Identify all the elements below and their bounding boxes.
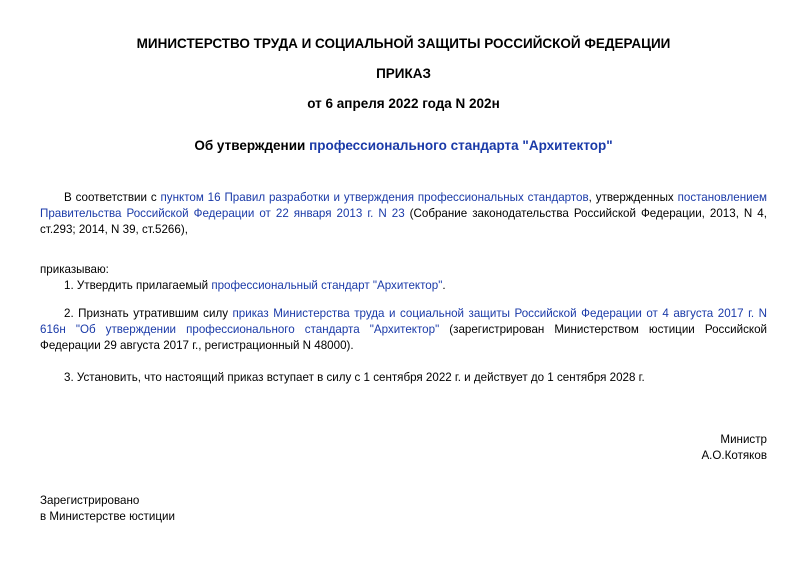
government-decree-link[interactable]: постановлением Правительства Российской Федерации от 22 января 2013 г. N 23 <box>40 191 767 220</box>
document-title <box>40 138 767 154</box>
item-3: 3. Установить, что настоящий приказ вступает в силу с 1 сентября 2022 г. и действует до 1 сентября 2028 г. <box>64 371 645 384</box>
order-word: приказываю: <box>40 263 109 276</box>
preamble-text-1: В соответствии с <box>64 191 161 204</box>
signatory-position: Министр <box>720 433 767 446</box>
ministry-heading: МИНИСТЕРСТВО ТРУДА И СОЦИАЛЬНОЙ ЗАЩИТЫ РОССИЙСКОЙ ФЕДЕРАЦИИ <box>136 36 671 51</box>
registration-block <box>40 493 175 525</box>
order-heading: ПРИКАЗ <box>376 66 431 81</box>
item-1-end: . <box>442 279 446 292</box>
signature-block <box>701 432 767 464</box>
registration-line-1: Зарегистрировано <box>40 494 140 507</box>
order-date: от 6 апреля 2022 года N 202н <box>307 96 500 111</box>
registration-line-2: в Министерстве юстиции <box>40 510 175 523</box>
order-616n-link[interactable]: приказ Министерства труда и социальной защиты Российской Федерации от 4 августа 2017 г. N 616н "Об утверждении профессионального стандарта "Архитектор" <box>40 307 767 336</box>
item-1 <box>40 278 767 294</box>
title-prefix: Об утверждении <box>194 138 310 153</box>
rules-point-16-link[interactable]: пунктом 16 Правил разработки и утверждения профессиональных стандартов <box>160 191 589 204</box>
preamble-text-3: (Собрание законодательства Российской Федерации, 2013, N 4, ст.293; 2014, N 39, ст.5266), <box>40 207 767 236</box>
signatory-name: А.О.Котяков <box>701 449 767 462</box>
item-2 <box>40 306 767 354</box>
title-standard-link[interactable]: профессионального стандарта "Архитектор" <box>309 138 613 153</box>
standard-architect-link[interactable]: профессиональный стандарт "Архитектор" <box>211 279 443 292</box>
preamble-paragraph <box>40 190 767 238</box>
preamble-text-2: , утвержденных <box>588 191 678 204</box>
item-2-text: 2. Признать утратившим силу <box>64 307 233 320</box>
item-1-text: 1. Утвердить прилагаемый <box>64 279 212 292</box>
item-2-end: (зарегистрирован Министерством юстиции Российской Федерации 29 августа 2017 г., регистрационный N 48000). <box>40 323 767 352</box>
